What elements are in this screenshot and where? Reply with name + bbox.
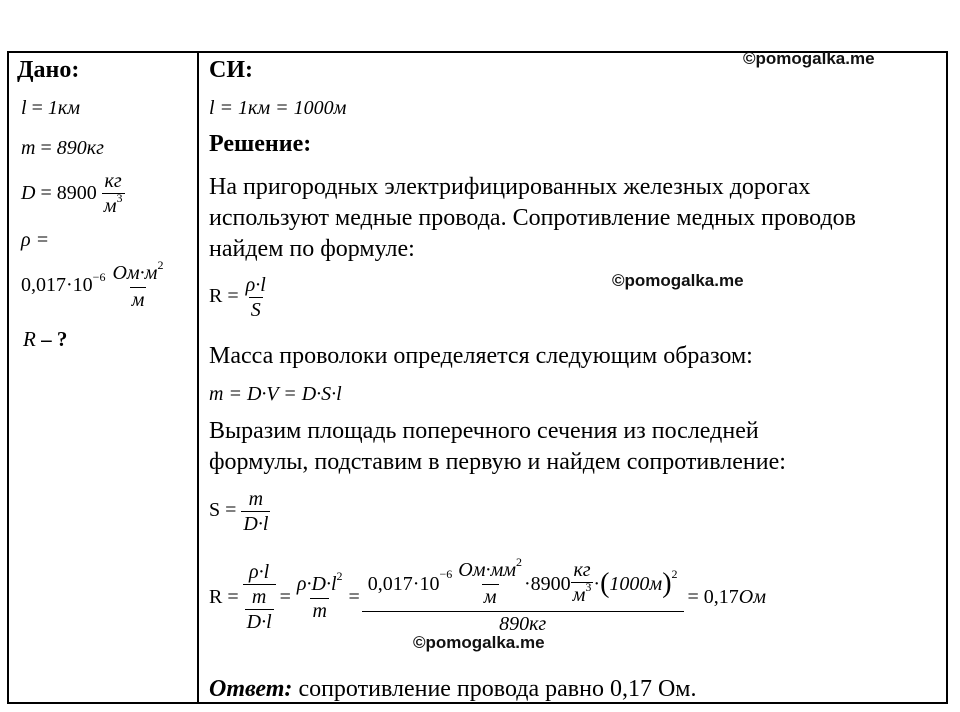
formula-resistance: R = $\frac{\rho\cdot l}{S}$ [209, 274, 266, 321]
solution-header: Решение: [209, 131, 312, 157]
watermark-bottom: ©pomogalka.me [413, 633, 545, 652]
solution-para3-line2: формулы, подставим в первую и найдем сопротивление: [209, 449, 786, 475]
find-unknown: R – ? [23, 327, 68, 351]
final-fraction-main: 0,017·10 −6 $\frac{Ом\cdot мм^2}{м}$ ·8900 $\frac{кг}{м^3}$ · ( 1000м ) 2 890кг [364, 558, 682, 636]
solution-para2: Масса проволоки определяется следующим образом: [209, 343, 753, 369]
given-resistivity-value: $0,017\cdot 10^{-6}$ $\frac{Ом\cdot м^2}{м}$ [21, 258, 164, 311]
given-resistivity-label: ρ = [21, 229, 50, 251]
formula-area: S = $\frac{m}{D\cdot l}$ [209, 488, 269, 535]
final-fraction-2: $\frac{\rho\cdot D\cdot l^2}{m}$ [296, 568, 343, 622]
column-divider [197, 53, 199, 702]
final-fraction-1: ρ·l m D·l [243, 560, 276, 634]
watermark-middle: ©pomogalka.me [612, 271, 744, 290]
resistivity-unit-fraction: $\frac{Ом\cdot м^2}{м}$ [112, 258, 164, 311]
given-header: Дано: [17, 57, 80, 83]
solution-para1-line3: найдем по формуле: [209, 236, 415, 262]
si-conversion: l = 1км = 1000м [209, 97, 347, 119]
given-length: l = 1км [21, 97, 80, 119]
solution-para3-line1: Выразим площадь поперечного сечения из последней [209, 418, 759, 444]
si-header: СИ: [209, 57, 253, 83]
density-unit-fraction: $\frac{кг}{м^3}$ [102, 169, 125, 220]
given-mass: m = 890кг [21, 137, 104, 159]
solution-table [7, 51, 948, 704]
formula-final: R = ρ·l m D·l = $\frac{\rho\cdot D\cdot l^2}{m}$ = 0,017·10 −6 $\frac{Ом\cdot мм^2}{м}$ ·8900 $\frac{кг}{м^3}$ · ( 1000м ) 2 890кг = 0,17 Ом [209, 555, 767, 635]
watermark-top: ©pomogalka.me [743, 49, 875, 68]
solution-para1-line2: используют медные провода. Сопротивление медных проводов [209, 205, 856, 231]
formula-mass: m = D·V = D·S·l [209, 383, 342, 405]
solution-para1-line1: На пригородных электрифицированных железных дорогах [209, 174, 811, 200]
given-density: D = 8900 $\frac{кг}{м^3}$ [21, 169, 125, 220]
answer-line: Ответ: сопротивление провода равно 0,17 Ом. [209, 676, 697, 702]
